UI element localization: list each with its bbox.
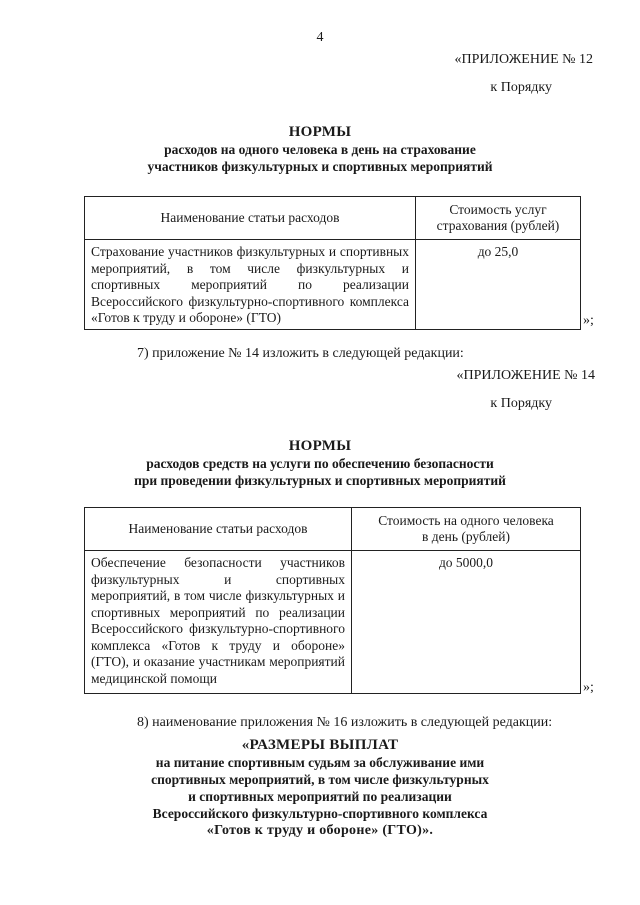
appendix-16-subtitle-line-5: «Готов к труду и обороне» (ГТО)». (206, 823, 434, 838)
appendix-12-heading: «ПРИЛОЖЕНИЕ № 12 (454, 52, 593, 67)
appendix-16-subtitle-line-1: на питание спортивным судьям за обслуживание ими (155, 755, 485, 770)
column-header-name: Наименование статьи расходов (85, 508, 352, 551)
row-expense-name: Обеспечение безопасности участников физкультурных и спортивных мероприятий, в том числе физкультурных и спортивных мероприятий по реализации Всероссийского физкультурно-спортивного комплекса «Готов к труду и обороне» (ГТО), и оказание участникам мероприятий медицинской помощи (85, 551, 352, 694)
column-header-cost-line-2: страхования (рублей) (436, 218, 560, 233)
appendix-16-title-block (0, 737, 640, 839)
table-row (85, 240, 581, 330)
appendix-12-title-block (0, 124, 640, 175)
row-expense-value: до 5000,0 (352, 551, 581, 694)
appendix-14-closing: »; (583, 680, 594, 695)
appendix-12-to-order: к Порядку (490, 80, 552, 95)
page-number: 4 (316, 30, 324, 45)
item-8-text: 8) наименование приложения № 16 изложить в следующей редакции: (137, 715, 553, 730)
column-header-cost-line-1: Стоимость услуг (449, 201, 547, 217)
appendix-16-subtitle-line-3: и спортивных мероприятий по реализации (188, 789, 452, 804)
row-expense-name: Страхование участников физкультурных и спортивных мероприятий, в том числе физкультурных и спортивных мероприятий по реализации Всероссийского физкультурно-спортивного комплекса «Готов к труду и обороне» (ГТО) (85, 240, 416, 330)
appendix-14-subtitle-line-1: расходов средств на услуги по обеспечению безопасности (146, 456, 494, 471)
appendix-12-subtitle-line-1: расходов на одного человека в день на страхование (164, 142, 476, 157)
column-header-name: Наименование статьи расходов (85, 197, 416, 240)
appendix-12-closing: »; (583, 313, 594, 328)
column-header-cost-line-2: в день (рублей) (422, 529, 510, 544)
appendix-14-subtitle-line-2: при проведении физкультурных и спортивных мероприятий (134, 473, 506, 488)
appendix-12-title: НОРМЫ (288, 124, 352, 140)
row-expense-value: до 25,0 (416, 240, 581, 330)
appendix-16-subtitle-line-2: спортивных мероприятий, в том числе физкультурных (151, 772, 489, 787)
column-header-cost (416, 197, 581, 240)
table-row (85, 551, 581, 694)
appendix-16-title: «РАЗМЕРЫ ВЫПЛАТ (241, 737, 399, 753)
appendix-14-title-block (0, 438, 640, 489)
item-7-text: 7) приложение № 14 изложить в следующей редакции: (137, 346, 464, 361)
column-header-cost-line-1: Стоимость на одного человека (378, 512, 554, 528)
appendix-14-table (84, 507, 581, 694)
appendix-12-subtitle-line-2: участников физкультурных и спортивных мероприятий (147, 159, 493, 174)
table-header-row (85, 197, 581, 240)
column-header-cost (352, 508, 581, 551)
appendix-14-to-order: к Порядку (490, 396, 552, 411)
table-header-row (85, 508, 581, 551)
appendix-14-heading: «ПРИЛОЖЕНИЕ № 14 (456, 368, 595, 383)
appendix-14-title: НОРМЫ (288, 438, 352, 454)
appendix-12-table (84, 196, 581, 330)
appendix-16-subtitle-line-4: Всероссийского физкультурно-спортивного комплекса (152, 806, 488, 821)
